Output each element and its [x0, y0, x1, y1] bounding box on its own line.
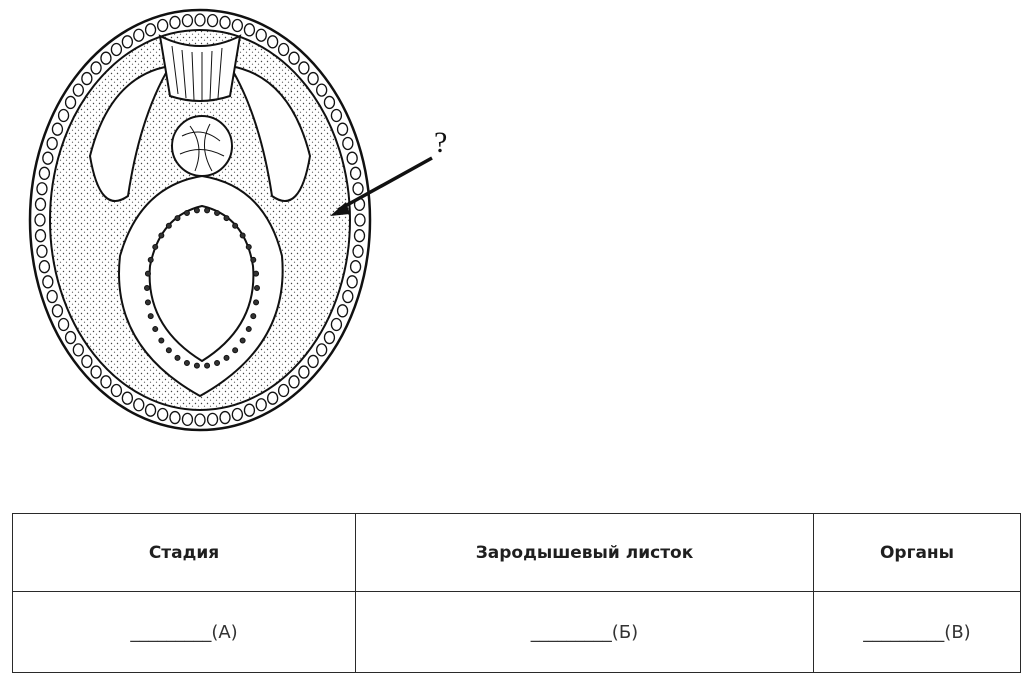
ectoderm-cell: [101, 376, 111, 388]
ectoderm-cell: [111, 385, 121, 397]
endoderm-nucleus: [240, 233, 245, 238]
endoderm-nucleus: [205, 208, 210, 213]
endoderm-nucleus: [194, 208, 199, 213]
ectoderm-cell: [353, 245, 363, 257]
endoderm-nucleus: [246, 327, 251, 332]
ectoderm-cell: [122, 392, 132, 404]
ectoderm-cell: [91, 62, 101, 74]
endoderm-nucleus: [224, 355, 229, 360]
ectoderm-cell: [308, 355, 318, 367]
endoderm-nucleus: [175, 216, 180, 221]
endoderm-nucleus: [246, 244, 251, 249]
endoderm-nucleus: [215, 361, 220, 366]
ectoderm-cell: [82, 355, 92, 367]
ectoderm-cell: [232, 408, 242, 420]
ectoderm-cell: [59, 318, 69, 330]
ectoderm-cell: [351, 167, 361, 179]
ectoderm-cell: [35, 214, 45, 226]
ectoderm-cell: [170, 412, 180, 424]
ectoderm-cell: [47, 291, 57, 303]
endoderm-nucleus: [194, 363, 199, 368]
ectoderm-cell: [299, 366, 309, 378]
ectoderm-cell: [170, 16, 180, 28]
neural-tube: [160, 36, 240, 101]
ectoderm-cell: [146, 404, 156, 416]
ectoderm-cell: [73, 84, 83, 96]
ectoderm-cell: [43, 276, 53, 288]
ectoderm-cell: [91, 366, 101, 378]
ectoderm-cell: [308, 73, 318, 85]
ectoderm-cell: [351, 261, 361, 273]
header-germ-layer: Зародышевый листок: [356, 514, 814, 592]
endoderm-nucleus: [233, 348, 238, 353]
endoderm-nucleus: [184, 361, 189, 366]
ectoderm-cell: [347, 276, 357, 288]
ectoderm-cell: [111, 43, 121, 55]
answer-cell-a: _________(А): [13, 592, 356, 673]
ectoderm-cell: [232, 20, 242, 32]
ectoderm-cell: [220, 16, 230, 28]
ectoderm-cell: [73, 344, 83, 356]
endoderm-nucleus: [255, 286, 260, 291]
ectoderm-cell: [343, 137, 353, 149]
endoderm-nucleus: [224, 216, 229, 221]
endoderm-nucleus: [159, 338, 164, 343]
endoderm-nucleus: [145, 271, 150, 276]
ectoderm-cell: [39, 167, 49, 179]
endoderm-nucleus: [166, 348, 171, 353]
endoderm-nucleus: [145, 286, 150, 291]
ectoderm-cell: [122, 36, 132, 48]
ectoderm-cell: [59, 110, 69, 122]
ectoderm-cell: [208, 15, 218, 27]
ectoderm-cell: [268, 36, 278, 48]
ectoderm-cell: [317, 84, 327, 96]
ectoderm-cell: [355, 230, 365, 242]
ectoderm-cell: [47, 137, 57, 149]
ectoderm-cell: [244, 404, 254, 416]
ectoderm-cell: [158, 408, 168, 420]
endoderm-nucleus: [145, 300, 150, 305]
ectoderm-cell: [101, 52, 111, 64]
ectoderm-cell: [208, 413, 218, 425]
ectoderm-cell: [37, 183, 47, 195]
ectoderm-cell: [244, 24, 254, 36]
endoderm-nucleus: [254, 300, 259, 305]
ectoderm-cell: [35, 230, 45, 242]
ectoderm-cell: [256, 399, 266, 411]
endoderm-nucleus: [148, 257, 153, 262]
ectoderm-cell: [268, 392, 278, 404]
ectoderm-cell: [66, 332, 76, 344]
endoderm-nucleus: [159, 233, 164, 238]
ectoderm-cell: [195, 414, 205, 426]
endoderm-nucleus: [205, 363, 210, 368]
ectoderm-cell: [289, 52, 299, 64]
ectoderm-cell: [279, 385, 289, 397]
ectoderm-cell: [52, 123, 62, 135]
table-row: [13, 592, 1021, 673]
ectoderm-cell: [347, 152, 357, 164]
endoderm-nucleus: [251, 314, 256, 319]
ectoderm-cell: [82, 73, 92, 85]
endoderm-nucleus: [148, 314, 153, 319]
ectoderm-cell: [331, 110, 341, 122]
endoderm-nucleus: [233, 223, 238, 228]
ectoderm-cell: [317, 344, 327, 356]
ectoderm-cell: [220, 412, 230, 424]
endoderm-nucleus: [153, 327, 158, 332]
ectoderm-cell: [37, 245, 47, 257]
ectoderm-cell: [256, 29, 266, 41]
ectoderm-cell: [134, 399, 144, 411]
ectoderm-cell: [182, 413, 192, 425]
answer-table: [12, 513, 1021, 673]
header-stage: Стадия: [13, 514, 356, 592]
ectoderm-cell: [158, 20, 168, 32]
endoderm-nucleus: [175, 355, 180, 360]
header-organs: Органы: [814, 514, 1021, 592]
ectoderm-cell: [182, 15, 192, 27]
answer-cell-c: _________(В): [814, 592, 1021, 673]
ectoderm-cell: [331, 318, 341, 330]
ectoderm-cell: [134, 29, 144, 41]
ectoderm-cell: [299, 62, 309, 74]
ectoderm-cell: [35, 198, 45, 210]
ectoderm-cell: [338, 123, 348, 135]
endoderm-nucleus: [153, 244, 158, 249]
ectoderm-cell: [353, 183, 363, 195]
ectoderm-cell: [66, 96, 76, 108]
ectoderm-cell: [343, 291, 353, 303]
endoderm-nucleus: [166, 223, 171, 228]
ectoderm-cell: [324, 332, 334, 344]
ectoderm-cell: [279, 43, 289, 55]
endoderm-nucleus: [215, 210, 220, 215]
ectoderm-cell: [146, 24, 156, 36]
question-mark-label: ?: [434, 126, 448, 159]
ectoderm-cell: [289, 376, 299, 388]
ectoderm-cell: [355, 214, 365, 226]
ectoderm-cell: [338, 305, 348, 317]
ectoderm-cell: [195, 14, 205, 26]
ectoderm-cell: [39, 261, 49, 273]
embryo-cross-section-illustration: [20, 6, 500, 446]
ectoderm-cell: [43, 152, 53, 164]
endoderm-nucleus: [240, 338, 245, 343]
answer-cell-b: _________(Б): [356, 592, 814, 673]
endoderm-nucleus: [251, 257, 256, 262]
ectoderm-cell: [324, 96, 334, 108]
endoderm-nucleus: [184, 210, 189, 215]
notochord: [172, 116, 232, 176]
table-header-row: [13, 514, 1021, 592]
ectoderm-cell: [52, 305, 62, 317]
endoderm-nucleus: [254, 271, 259, 276]
